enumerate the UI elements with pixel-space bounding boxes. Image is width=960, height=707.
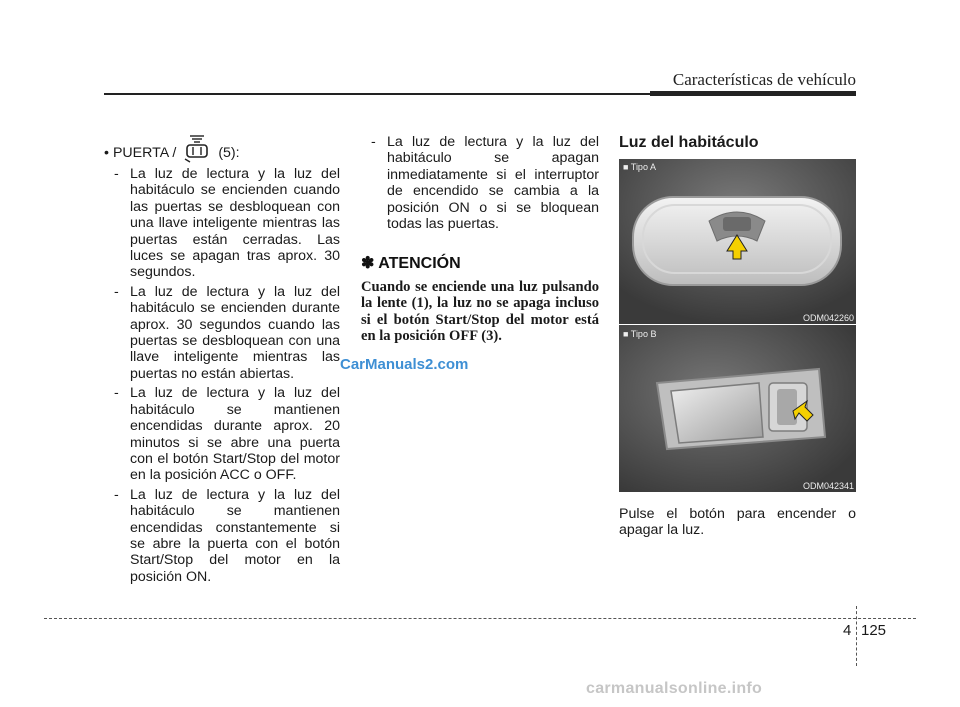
door-ref: (5):: [218, 144, 240, 161]
middle-column: [361, 134, 599, 344]
list-item: - La luz de lectura y la luz del habitáculo se mantienen encendidas constantemente si se abre la puerta con el botón Start/Stop del motor en la posición ON.: [114, 486, 340, 585]
door-items: [104, 166, 340, 585]
figure-a-label: ■ Tipo A: [623, 162, 656, 172]
bottom-watermark[interactable]: carmanualsonline.info: [586, 680, 763, 697]
footer-divider: [856, 606, 857, 666]
figure-type-b: [619, 325, 856, 492]
attention-title: ✽ ATENCIÓN: [361, 255, 461, 273]
site-watermark[interactable]: CarManuals2.com: [340, 356, 469, 373]
figure-type-a: [619, 159, 856, 324]
bullet-dot: •: [104, 144, 109, 161]
door-bullet: [104, 143, 340, 163]
list-item: - La luz de lectura y la luz del habitáculo se mantienen encendidas durante aprox. 20 minutos si se abre una puerta con el botón Start/Stop del motor en la posición ACC o OFF.: [114, 385, 340, 484]
figure-b-label: ■ Tipo B: [623, 329, 657, 339]
chapter-number: 4: [843, 622, 852, 639]
left-column: [104, 143, 340, 588]
attention-body: Cuando se enciende una luz pulsando la lente (1), la luz no se apaga incluso si el botón Start/Stop del motor está en la posición OFF (3).: [361, 278, 599, 345]
dome-light-b-illustration: [619, 325, 856, 492]
figure-a-code: ODM042260: [802, 313, 854, 323]
right-body-text: Pulse el botón para encender o apagar la luz.: [619, 506, 856, 539]
door-label: PUERTA /: [112, 144, 177, 161]
attention-symbol-icon: ✽: [361, 255, 375, 273]
dome-light-a-illustration: [619, 159, 856, 324]
attention-box: [361, 256, 599, 344]
door-lamp-icon: [182, 133, 212, 163]
section-title: Luz del habitáculo: [619, 134, 759, 151]
header-rule-accent: [650, 91, 856, 96]
list-item: - La luz de lectura y la luz del habitáculo se encienden durante aprox. 30 segundos cuando las puertas se desbloquean con una llave inteligente mientras las puertas no están abiertas.: [114, 283, 340, 382]
list-item: - La luz de lectura y la luz del habitáculo se encienden cuando las puertas se desbloquean con una llave inteligente mientras las puertas están cerradas. Las luces se apagan tras aprox. 30 segundos.: [114, 166, 340, 281]
list-item: - La luz de lectura y la luz del habitáculo se apagan inmediatamente si el interruptor de encendido se cambia a la posición ON o si se bloquean todas las puertas.: [371, 134, 599, 233]
page-number: 125: [861, 622, 887, 639]
footer-rule: [44, 618, 916, 619]
chapter-header-title: Características de vehículo: [672, 70, 856, 89]
figure-b-code: ODM042341: [802, 481, 854, 491]
middle-items: [361, 134, 599, 232]
